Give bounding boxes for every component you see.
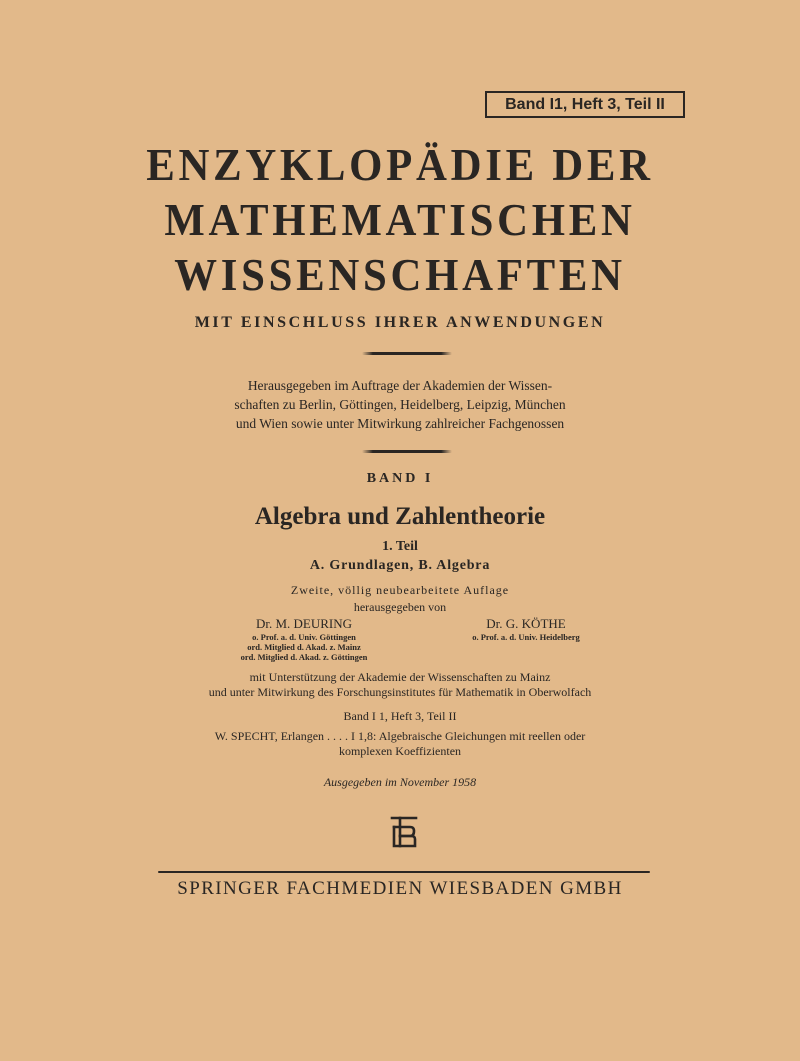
edition: Zweite, völlig neubearbeitete Auflage xyxy=(290,583,510,597)
volume-box: Band I1, Heft 3, Teil II xyxy=(485,91,685,118)
publisher-rule xyxy=(158,871,650,873)
editor-1-affiliation-1: o. Prof. a. d. Univ. Göttingen xyxy=(252,632,356,642)
editor-2-affiliation-1: o. Prof. a. d. Univ. Heidelberg xyxy=(472,632,580,642)
title-line-1: ENZYKLOPÄDIE DER xyxy=(146,139,654,190)
article-line-1: W. SPECHT, Erlangen . . . . I 1,8: Algebraische Gleichungen mit reellen oder xyxy=(214,729,586,743)
edited-by: herausgegeben von xyxy=(353,600,447,614)
issue: Band I 1, Heft 3, Teil II xyxy=(343,709,457,723)
subtitle: MIT EINSCHLUSS IHRER ANWENDUNGEN xyxy=(194,314,606,331)
support-note-1: mit Unterstützung der Akademie der Wissenschaften zu Mainz xyxy=(249,670,551,684)
publisher-logo-icon xyxy=(390,815,418,849)
publication-note-3: und Wien sowie unter Mitwirkung zahlreicher Fachgenossen xyxy=(235,416,565,431)
support-note-2: und unter Mitwirkung des Forschungsinstitutes für Mathematik in Oberwolfach xyxy=(208,685,592,699)
volume-title: Algebra und Zahlentheorie xyxy=(254,503,546,530)
editor-1 xyxy=(234,616,374,662)
publication-note-2: schaften zu Berlin, Göttingen, Heidelberg, Leipzig, München xyxy=(234,397,566,412)
editor-1-affiliation-2: ord. Mitglied d. Akad. z. Mainz xyxy=(247,642,361,652)
publisher-name: SPRINGER FACHMEDIEN WIESBADEN GMBH xyxy=(177,878,623,899)
editor-1-affiliation-3: ord. Mitglied d. Akad. z. Göttingen xyxy=(240,652,368,662)
editor-1-name: Dr. M. DEURING xyxy=(255,616,353,631)
article-line-2: komplexen Koeffizienten xyxy=(338,744,462,758)
title-line-3: WISSENSCHAFTEN xyxy=(174,249,626,300)
title-line-2: MATHEMATISCHEN xyxy=(164,194,636,245)
divider-2 xyxy=(362,450,452,453)
issued-date: Ausgegeben im November 1958 xyxy=(323,775,477,789)
publication-note-1: Herausgegeben im Auftrage der Akademien der Wissen- xyxy=(247,378,553,393)
band-label: BAND I xyxy=(366,471,434,486)
divider-1 xyxy=(362,352,452,355)
editor-2-name: Dr. G. KÖTHE xyxy=(486,616,566,631)
part-subtitle: A. Grundlagen, B. Algebra xyxy=(309,558,491,573)
part: 1. Teil xyxy=(382,539,418,554)
editor-2 xyxy=(456,616,596,642)
